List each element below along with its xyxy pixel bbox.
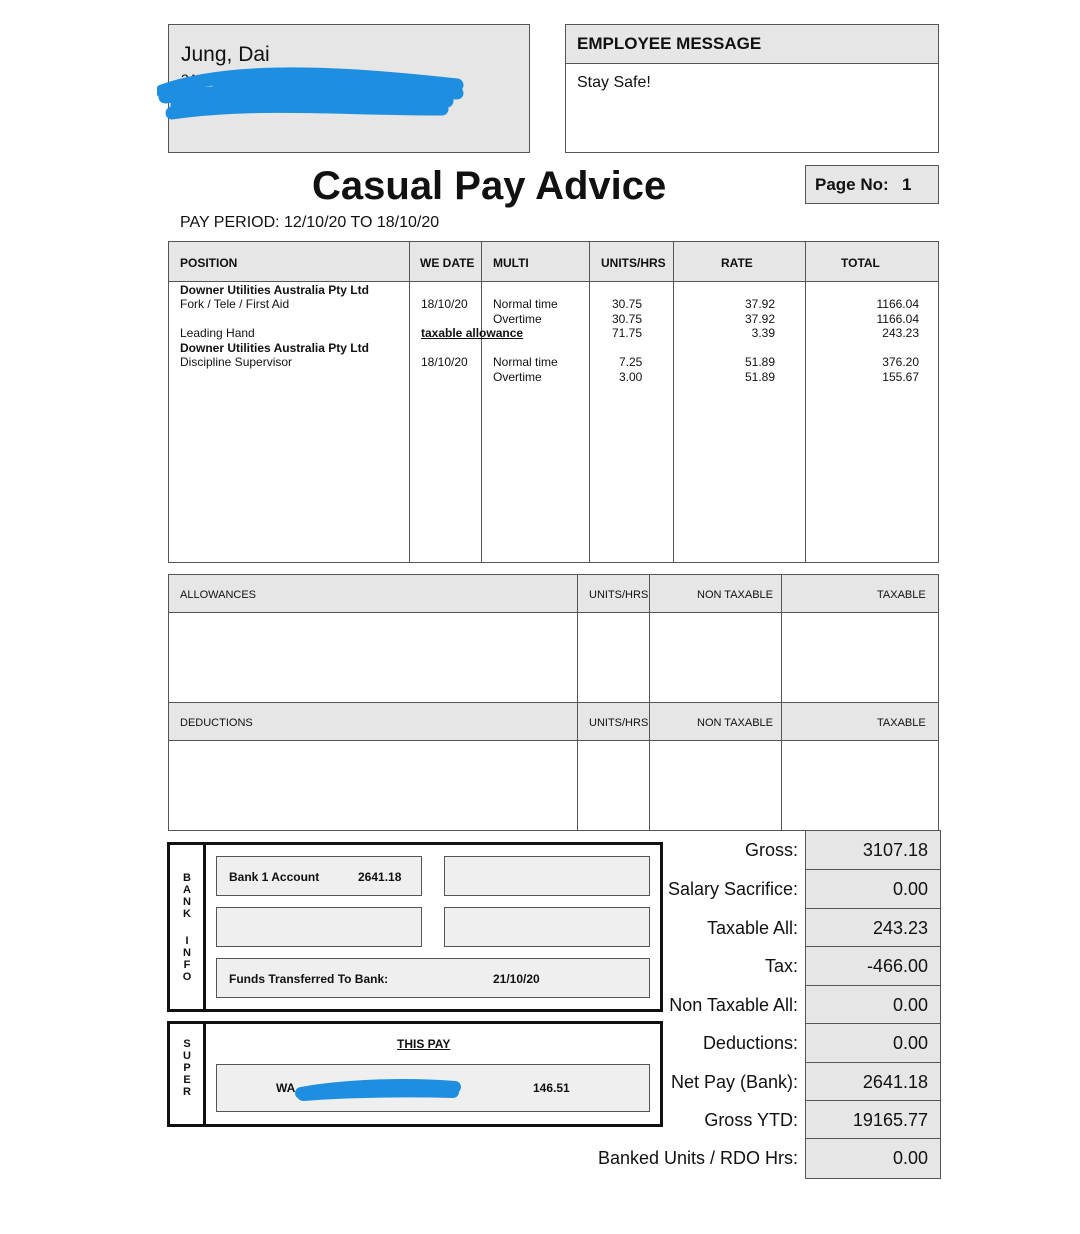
position-description: Fork / Tele / First Aid — [180, 297, 290, 311]
summary-label-gross-ytd: Gross YTD: — [704, 1110, 798, 1130]
summary-value-text: -466.00 — [866, 956, 928, 976]
super-amount: 146.51 — [533, 1081, 570, 1095]
summary-label-salary-sacrifice: Salary Sacrifice: — [667, 879, 798, 899]
deductions-title: DEDUCTIONS — [180, 717, 253, 729]
bank-info-box — [167, 842, 663, 1012]
summary-value-text: 0.00 — [892, 1033, 928, 1053]
position-description: Discipline Supervisor — [180, 355, 293, 369]
bank-account-box-empty — [216, 907, 422, 947]
total-value: 243.23 — [882, 326, 919, 340]
employer-name: Downer Utilities Australia Pty Ltd — [180, 341, 369, 355]
page-number-label: Page No: — [815, 175, 889, 194]
total-value: 155.67 — [882, 370, 919, 384]
summary-value-text: 3107.18 — [862, 840, 928, 860]
summary-value-text: 0.00 — [892, 1148, 928, 1168]
side-letter: N — [183, 896, 191, 908]
rate-value: 37.92 — [744, 312, 775, 326]
allowances-units-header: UNITS/HRS — [589, 589, 649, 601]
side-letter: K — [183, 908, 191, 920]
summary-label-tax: Tax: — [764, 956, 798, 976]
summary-label-gross: Gross: — [744, 840, 798, 860]
super-fund-box — [216, 1064, 650, 1112]
side-letter: I — [185, 935, 189, 947]
allowances-header — [169, 575, 938, 613]
column-header-position: POSITION — [180, 256, 238, 270]
multi-value: Overtime — [493, 312, 542, 326]
total-value: 1166.04 — [876, 297, 919, 311]
redaction-scribble — [157, 63, 467, 123]
employee-message-header — [566, 25, 938, 64]
deductions-non-taxable-header: NON TAXABLE — [697, 717, 774, 729]
units-value: 30.75 — [612, 312, 643, 326]
allowances-title: ALLOWANCES — [180, 589, 257, 601]
units-value: 7.25 — [619, 355, 643, 369]
deductions-header — [169, 703, 938, 741]
funds-transferred-label: Funds Transferred To Bank: — [229, 972, 389, 986]
funds-transferred-date: 21/10/20 — [493, 972, 540, 986]
side-letter: P — [183, 1062, 191, 1074]
bank-info-side-label — [170, 845, 206, 1009]
employee-message-title: EMPLOYEE MESSAGE — [577, 34, 762, 53]
units-value: 30.75 — [612, 297, 643, 311]
summary-value-tax — [805, 946, 941, 987]
side-letter: S — [183, 1038, 191, 1050]
summary-label-non-taxable-allowance: Non Taxable All: — [669, 995, 798, 1015]
side-letter: B — [183, 872, 191, 884]
page-number-box — [805, 165, 939, 204]
side-letter: O — [182, 971, 192, 983]
column-header-we-date: WE DATE — [420, 256, 475, 270]
rate-value: 3.39 — [751, 326, 775, 340]
multi-value: Normal time — [493, 355, 558, 369]
deductions-table — [168, 702, 939, 831]
total-value: 376.20 — [882, 355, 919, 369]
side-letter: E — [183, 1074, 191, 1086]
summary-value-banked-units — [805, 1138, 941, 1179]
summary-value-text: 243.23 — [872, 918, 928, 938]
multi-value: Overtime — [493, 370, 542, 384]
summary-label-net-pay: Net Pay (Bank): — [670, 1072, 798, 1092]
summary-value-text: 2641.18 — [862, 1072, 928, 1092]
summary-label-deductions: Deductions: — [702, 1033, 798, 1053]
employer-name: Downer Utilities Australia Pty Ltd — [180, 283, 369, 297]
employee-message-text: Stay Safe! — [577, 74, 651, 91]
employee-address-line-2: AIN — [227, 93, 251, 109]
summary-label-banked-units: Banked Units / RDO Hrs: — [597, 1148, 798, 1168]
deductions-units-header: UNITS/HRS — [589, 717, 649, 729]
page-number-value: 1 — [902, 175, 912, 194]
we-date-value: 18/10/20 — [421, 355, 468, 369]
summary-value-text: 0.00 — [892, 879, 928, 899]
side-letter: R — [183, 1086, 191, 1098]
summary-value-gross-ytd — [805, 1100, 941, 1141]
rate-value: 51.89 — [744, 355, 775, 369]
total-value: 1166.04 — [876, 312, 919, 326]
bank-account-box-empty — [444, 856, 650, 896]
summary-value-text: 0.00 — [892, 995, 928, 1015]
allowances-table — [168, 574, 939, 703]
side-letter: A — [183, 884, 191, 896]
side-letter: U — [183, 1050, 191, 1062]
bank-account-amount: 2641.18 — [358, 870, 402, 884]
multi-value: Normal time — [493, 297, 558, 311]
employee-name: Jung, Dai — [181, 43, 270, 66]
column-header-total: TOTAL — [841, 256, 880, 270]
employee-address-box — [168, 24, 530, 153]
rate-value: 37.92 — [744, 297, 775, 311]
summary-value-salary-sacrifice — [805, 869, 941, 910]
super-box — [167, 1021, 663, 1127]
summary-value-text: 19165.77 — [852, 1110, 928, 1130]
we-date-value: 18/10/20 — [421, 297, 468, 311]
column-header-multi: MULTI — [493, 256, 529, 270]
bank-account-box-empty — [444, 907, 650, 947]
summary-value-net-pay — [805, 1062, 941, 1103]
side-letter: N — [183, 947, 191, 959]
super-fund-name: WA — [276, 1081, 296, 1095]
super-this-pay-label: THIS PAY — [397, 1037, 451, 1051]
summary-label-taxable-allowance: Taxable All: — [706, 918, 798, 938]
column-header-units: UNITS/HRS — [601, 256, 666, 270]
pay-period: PAY PERIOD: 12/10/20 TO 18/10/20 — [180, 214, 440, 231]
summary-value-gross — [805, 830, 941, 871]
document-title: Casual Pay Advice — [312, 164, 667, 208]
bank-account-label: Bank 1 Account — [229, 870, 320, 884]
employee-address-line-1: 2A — [181, 71, 199, 87]
units-value: 71.75 — [612, 326, 643, 340]
bank-account-box — [216, 856, 422, 896]
side-letter: F — [183, 959, 191, 971]
position-description: Leading Hand — [180, 326, 255, 340]
super-side-label — [170, 1024, 206, 1124]
allowances-non-taxable-header: NON TAXABLE — [697, 589, 774, 601]
positions-table-header — [169, 242, 938, 282]
positions-table — [168, 241, 939, 563]
column-header-rate: RATE — [721, 256, 753, 270]
summary-value-non-taxable-allowance — [805, 985, 941, 1026]
deductions-taxable-header: TAXABLE — [877, 717, 926, 729]
units-value: 3.00 — [619, 370, 643, 384]
taxable-allowance-note: taxable allowance — [421, 326, 524, 340]
funds-transferred-box — [216, 958, 650, 998]
rate-value: 51.89 — [744, 370, 775, 384]
allowances-taxable-header: TAXABLE — [877, 589, 926, 601]
employee-message-box — [565, 24, 939, 153]
redaction-scribble — [295, 1075, 461, 1103]
summary-value-taxable-allowance — [805, 908, 941, 949]
summary-value-deductions — [805, 1023, 941, 1064]
